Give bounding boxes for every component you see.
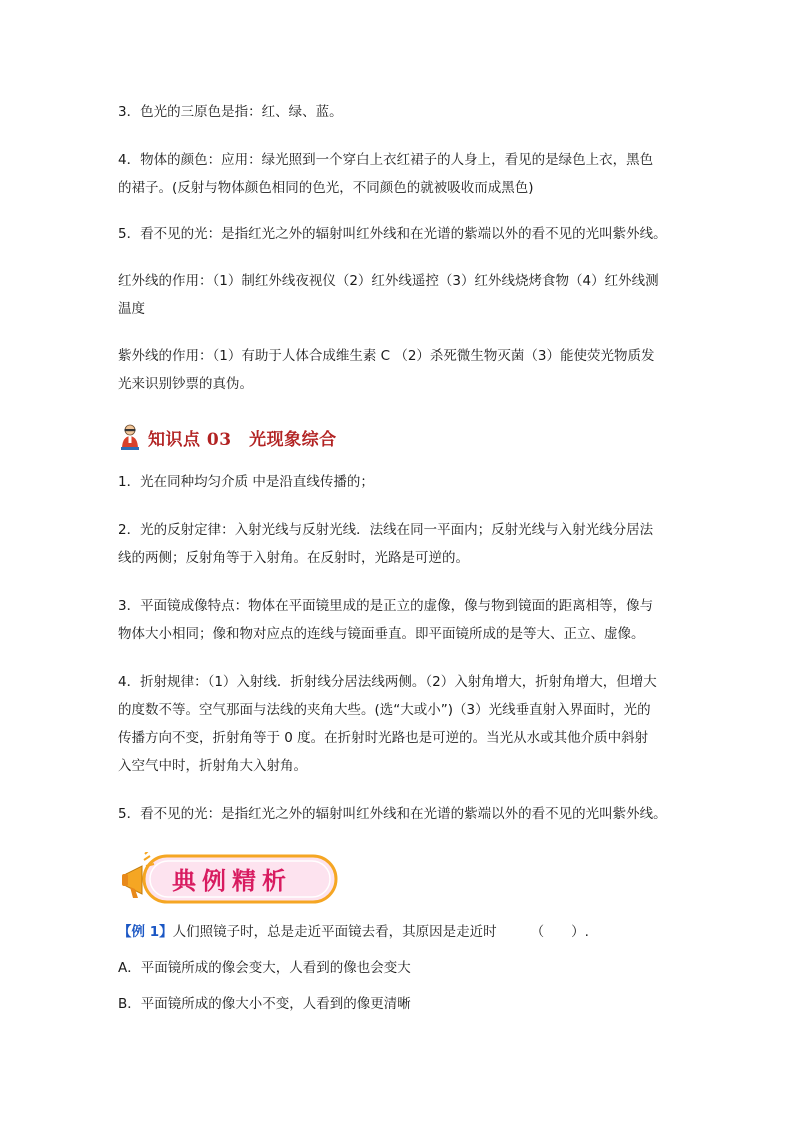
law-3-line-2: 物体大小相同；像和物对应点的连线与镜面垂直。即平面镜所成的是等大、正立、虚像。 — [118, 626, 645, 642]
answer-blank: （ ）. — [530, 924, 589, 940]
infrared-uses-line-1: 红外线的作用：（1）制红外线夜视仪（2）红外线遥控（3）红外线烧烤食物（4）红外线测 — [118, 273, 659, 289]
example-label: 【例 1】 — [118, 924, 173, 940]
law-2-line-1: 2．光的反射定律：入射光线与反射光线．法线在同一平面内；反射光线与入射光线分居法 — [118, 522, 654, 538]
law-4-line-3: 传播方向不变，折射角等于 0 度。在折射时光路也是可逆的。当光从水或其他介质中斜射 — [118, 730, 649, 746]
law-4-line-1: 4．折射规律：（1）入射线．折射线分居法线两侧。（2）入射角增大，折射角增大，但增大 — [118, 674, 657, 690]
infrared-uses-line-2: 温度 — [118, 301, 145, 317]
section-heading-text: 知识点 03 光现象综合 — [148, 429, 337, 450]
example-banner-text: 典例精析 — [172, 865, 292, 895]
law-3-line-1: 3．平面镜成像特点：物体在平面镜里成的是正立的虚像，像与物到镜面的距离相等，像与 — [118, 598, 654, 614]
paragraph-4-line-1: 4．物体的颜色：应用：绿光照到一个穿白上衣红裙子的人身上，看见的是绿色上衣，黑色 — [118, 152, 654, 168]
law-4-line-2: 的度数不等。空气那面与法线的夹角大些。(选“大或小”)（3）光线垂直射入界面时，光的 — [118, 702, 651, 718]
ultraviolet-uses-line-2: 光来识别钞票的真伪。 — [118, 376, 253, 392]
law-2-line-2: 线的两侧；反射角等于入射角。在反射时，光路是可逆的。 — [118, 550, 469, 566]
law-5: 5．看不见的光：是指红光之外的辐射叫红外线和在光谱的紫端以外的看不见的光叫紫外线。 — [118, 806, 667, 822]
paragraph-3: 3．色光的三原色是指：红、绿、蓝。 — [118, 104, 343, 120]
section-heading — [118, 420, 337, 454]
law-1: 1．光在同种均匀介质 中是沿直线传播的； — [118, 474, 374, 490]
person-icon — [118, 423, 142, 451]
law-4-line-4: 入空气中时，折射角大入射角。 — [118, 758, 307, 774]
example-question-text: 人们照镜子时，总是走近平面镜去看，其原因是走近时 — [172, 924, 497, 940]
option-a: A．平面镜所成的像会变大，人看到的像也会变大 — [118, 960, 411, 976]
option-b: B．平面镜所成的像大小不变，人看到的像更清晰 — [118, 996, 411, 1012]
paragraph-4-line-2: 的裙子。(反射与物体颜色相同的色光，不同颜色的就被吸收而成黑色) — [118, 180, 534, 196]
ultraviolet-uses-line-1: 紫外线的作用：（1）有助于人体合成维生素 C （2）杀死微生物灭菌（3）能使荧光物质发 — [118, 348, 655, 364]
paragraph-5: 5．看不见的光：是指红光之外的辐射叫红外线和在光谱的紫端以外的看不见的光叫紫外线。 — [118, 226, 667, 242]
example-question — [118, 916, 589, 948]
